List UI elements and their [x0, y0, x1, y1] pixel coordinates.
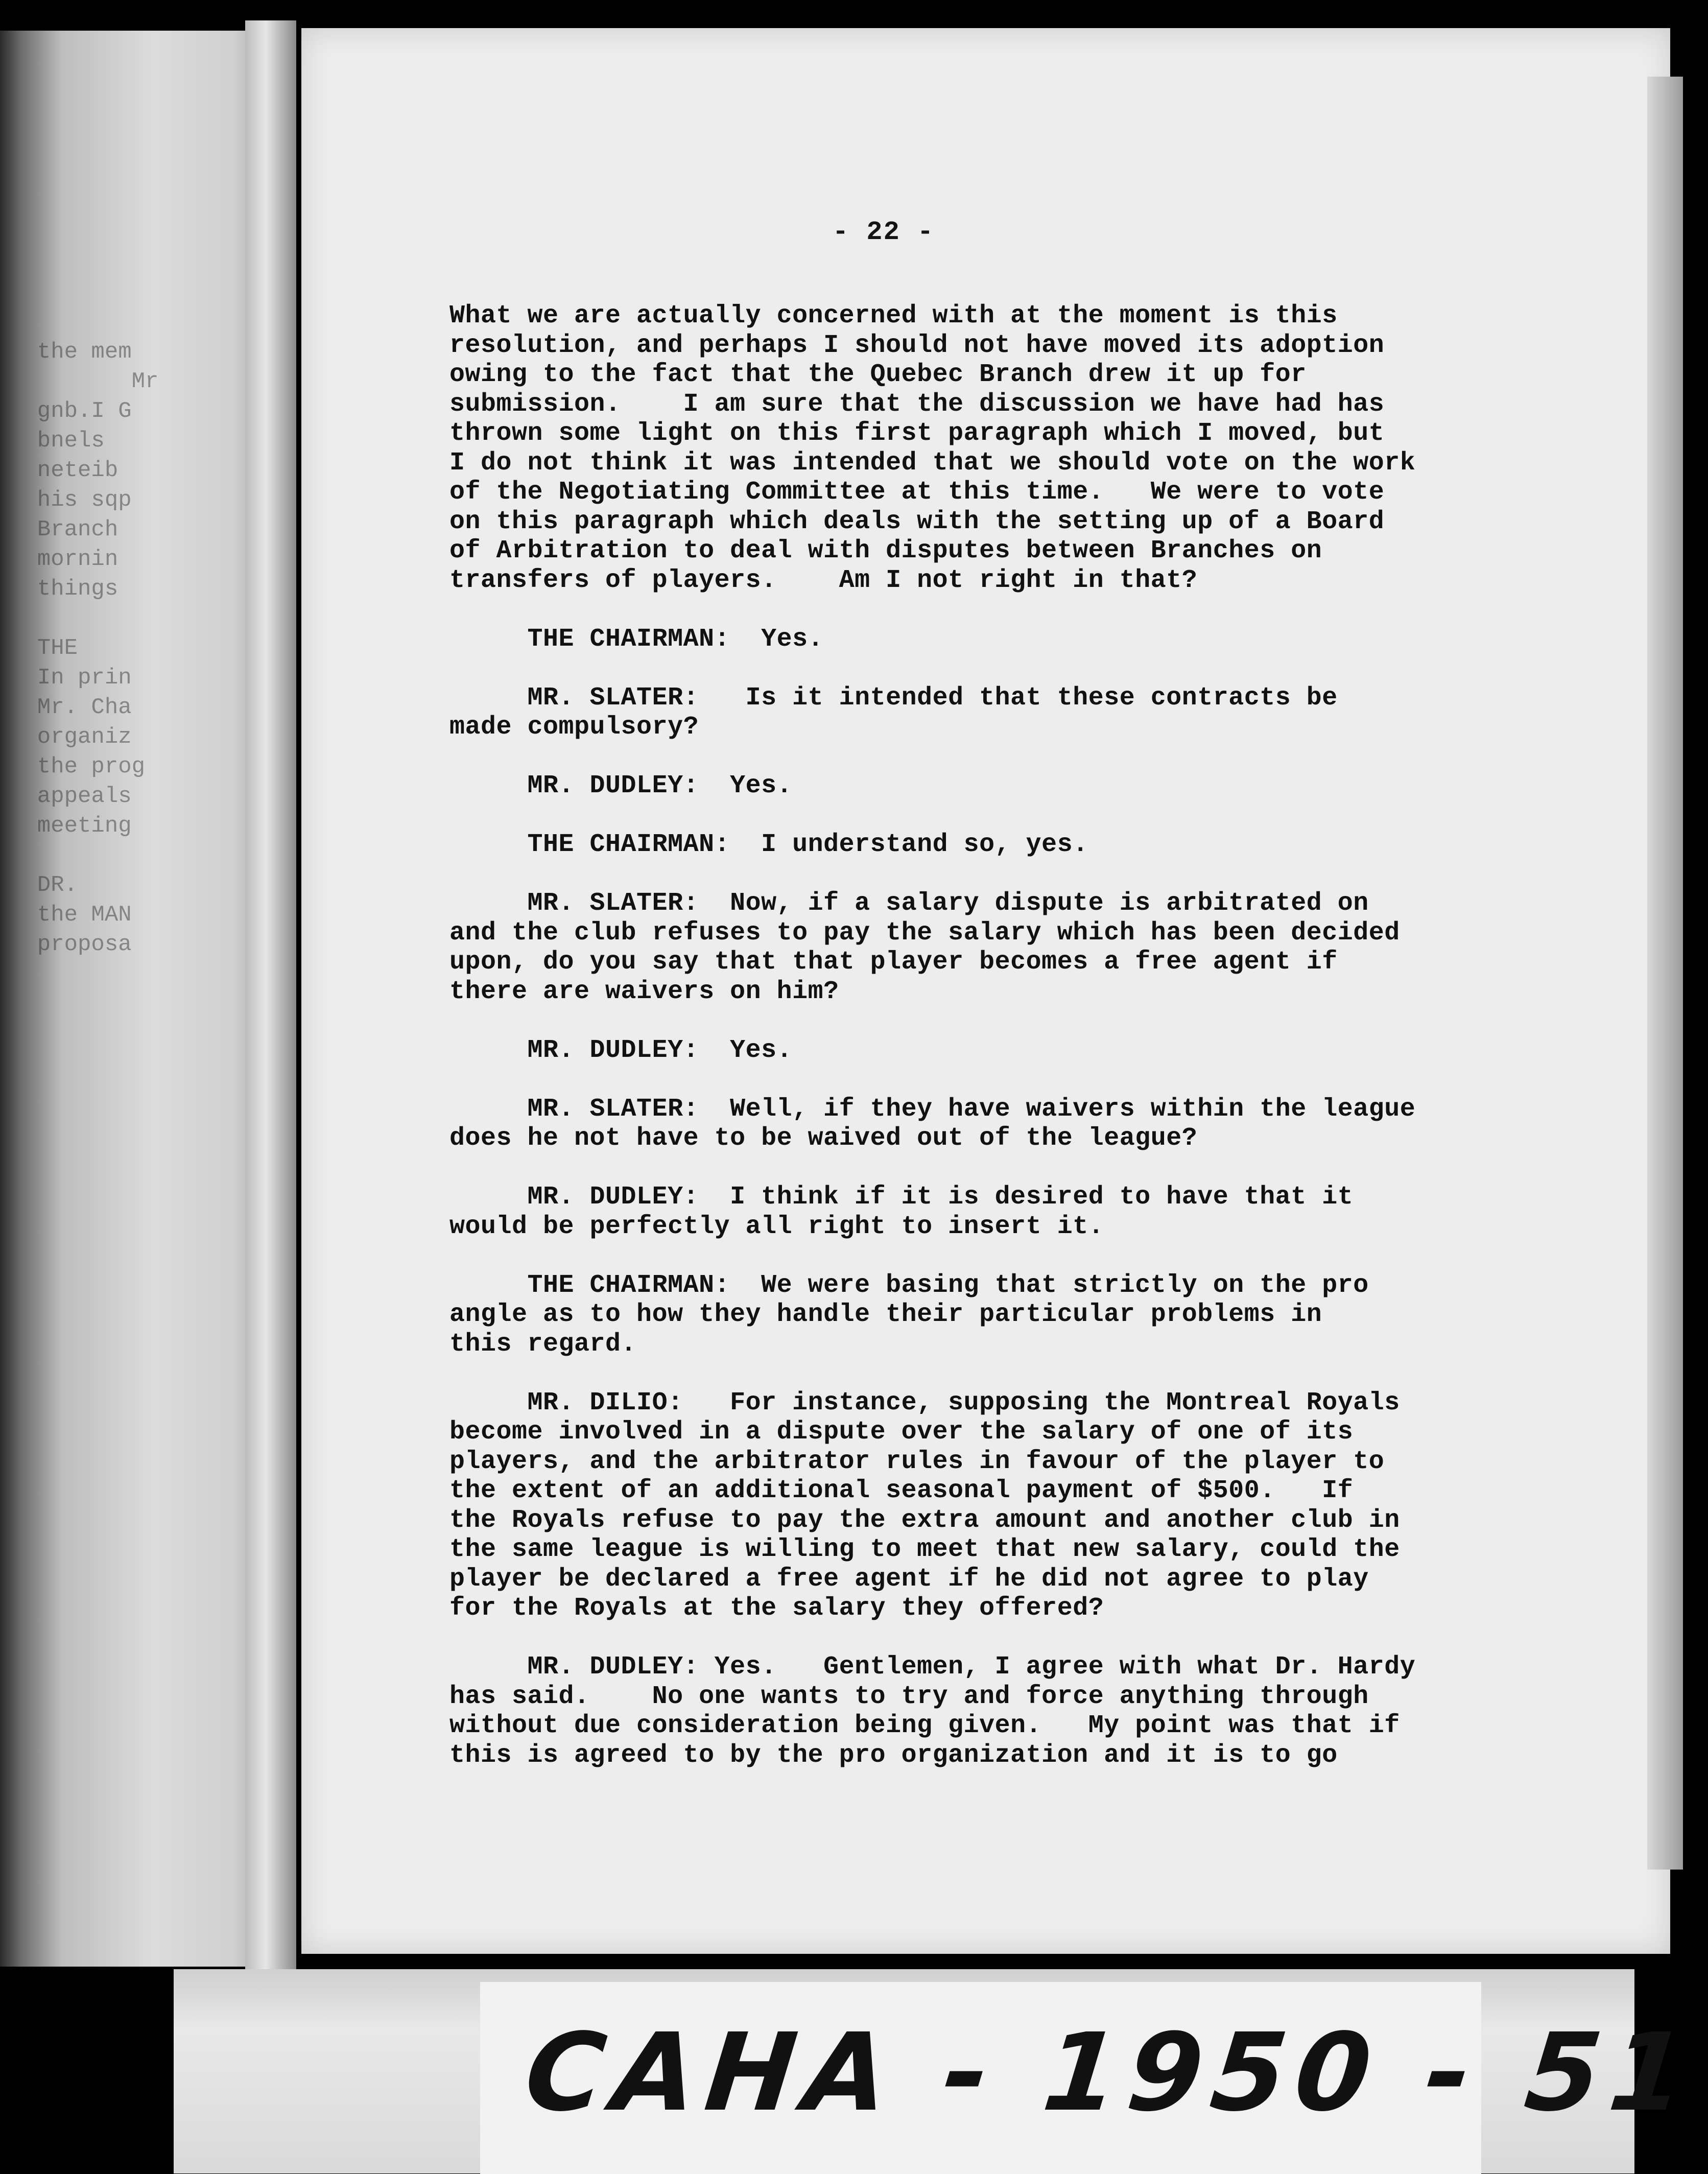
text-line: this regard.: [449, 1329, 637, 1359]
text-line: MR. DUDLEY: Yes.: [449, 771, 793, 800]
text-line: has said. No one wants to try and force anything through: [449, 1682, 1369, 1711]
text-line: THE CHAIRMAN: Yes.: [449, 624, 824, 654]
text-line: angle as to how they handle their particular problems in: [449, 1300, 1322, 1329]
text-line: thrown some light on this first paragraph which I moved, but: [449, 419, 1385, 448]
text-line: transfers of players. Am I not right in that?: [449, 565, 1198, 595]
text-line: resolution, and perhaps I should not have moved its adoption: [449, 330, 1385, 360]
bleed-line: things: [10, 576, 118, 602]
bleed-line: the MAN: [10, 902, 132, 928]
bleed-line: Mr. Cha: [10, 695, 132, 720]
text-line: MR. DILIO: For instance, supposing the Montreal Royals: [449, 1388, 1400, 1417]
text-line: MR. DUDLEY: Yes.: [449, 1035, 793, 1065]
text-line: player be declared a free agent if he did not agree to play: [449, 1564, 1369, 1594]
text-line: the Royals refuse to pay the extra amount and another club in: [449, 1505, 1400, 1535]
text-line: this is agreed to by the pro organization and it is to go: [449, 1740, 1338, 1770]
bleed-line: Mr: [10, 369, 159, 394]
paragraph-gap: [449, 801, 1609, 831]
text-line: there are waivers on him?: [449, 977, 839, 1006]
paragraph-gap: [449, 1006, 1609, 1036]
text-line: players, and the arbitrator rules in favour of the player to: [449, 1447, 1385, 1476]
bleed-line: THE: [10, 635, 78, 661]
text-line: I do not think it was intended that we should vote on the work: [449, 448, 1416, 478]
text-line: and the club refuses to pay the salary which has been decided: [449, 918, 1400, 948]
transcript-body: [449, 301, 1609, 1770]
paragraph-gap: [449, 1359, 1609, 1388]
text-line: for the Royals at the salary they offered?: [449, 1594, 1104, 1623]
text-line: become involved in a dispute over the salary of one of its: [449, 1417, 1354, 1447]
page-number: - 22 -: [833, 217, 935, 247]
text-line: does he not have to be waived out of the league?: [449, 1124, 1198, 1153]
text-line: MR. SLATER: Well, if they have waivers within the league: [449, 1094, 1416, 1124]
bleed-line: the mem: [10, 339, 132, 365]
bleed-line: gnb.I G: [10, 398, 132, 424]
facing-page-bleed-text: [10, 337, 235, 959]
bleed-line: bnels: [10, 428, 105, 454]
paragraph-gap: [449, 654, 1609, 683]
text-line: owing to the fact that the Quebec Branch drew it up for: [449, 360, 1307, 389]
bleed-line: DR.: [10, 872, 78, 898]
facing-page: [0, 31, 276, 1967]
text-line: made compulsory?: [449, 713, 699, 742]
archive-label: CAHA - 1950 - 51: [519, 2010, 1701, 2135]
paragraph-gap: [449, 860, 1609, 889]
bleed-line: mornin: [10, 547, 118, 572]
text-line: MR. DUDLEY: I think if it is desired to have that it: [449, 1183, 1354, 1212]
paragraph-gap: [449, 1065, 1609, 1095]
text-line: the extent of an additional seasonal payment of $500. If: [449, 1476, 1354, 1505]
bleed-line: appeals: [10, 784, 132, 809]
text-line: THE CHAIRMAN: We were basing that strictly on the pro: [449, 1270, 1369, 1300]
text-line: MR. SLATER: Is it intended that these contracts be: [449, 683, 1338, 713]
text-line: THE CHAIRMAN: I understand so, yes.: [449, 830, 1088, 859]
text-line: of Arbitration to deal with disputes between Branches on: [449, 536, 1322, 565]
paragraph-gap: [449, 1241, 1609, 1271]
text-line: MR. SLATER: Now, if a salary dispute is arbitrated on: [449, 889, 1369, 918]
bleed-line: his sqp: [10, 487, 132, 513]
text-line: of the Negotiating Committee at this time. We were to vote: [449, 478, 1385, 507]
bleed-line: organiz: [10, 724, 132, 750]
text-line: MR. DUDLEY: Yes. Gentlemen, I agree with what Dr. Hardy: [449, 1652, 1416, 1682]
binding-edge: [245, 20, 296, 1977]
text-line: What we are actually concerned with at the moment is this: [449, 301, 1338, 330]
paragraph-gap: [449, 595, 1609, 625]
bleed-line: [10, 841, 235, 870]
bleed-line: the prog: [10, 754, 146, 779]
bleed-line: meeting: [10, 813, 132, 839]
bleed-line: neteib: [10, 458, 118, 483]
paragraph-gap: [449, 1623, 1609, 1653]
bleed-line: [10, 604, 235, 633]
page-edge-shadow: [1647, 77, 1683, 1870]
text-line: upon, do you say that that player becomes a free agent if: [449, 948, 1338, 977]
text-line: would be perfectly all right to insert it.: [449, 1212, 1104, 1241]
bleed-line: In prin: [10, 665, 132, 691]
paragraph-gap: [449, 742, 1609, 772]
bleed-line: Branch: [10, 517, 118, 542]
bleed-line: proposa: [10, 932, 132, 957]
text-line: submission. I am sure that the discussion we have had has: [449, 389, 1385, 419]
paragraph-gap: [449, 1153, 1609, 1183]
text-line: the same league is willing to meet that new salary, could the: [449, 1535, 1400, 1564]
text-line: on this paragraph which deals with the setting up of a Board: [449, 507, 1385, 536]
text-line: without due consideration being given. My point was that if: [449, 1711, 1400, 1740]
